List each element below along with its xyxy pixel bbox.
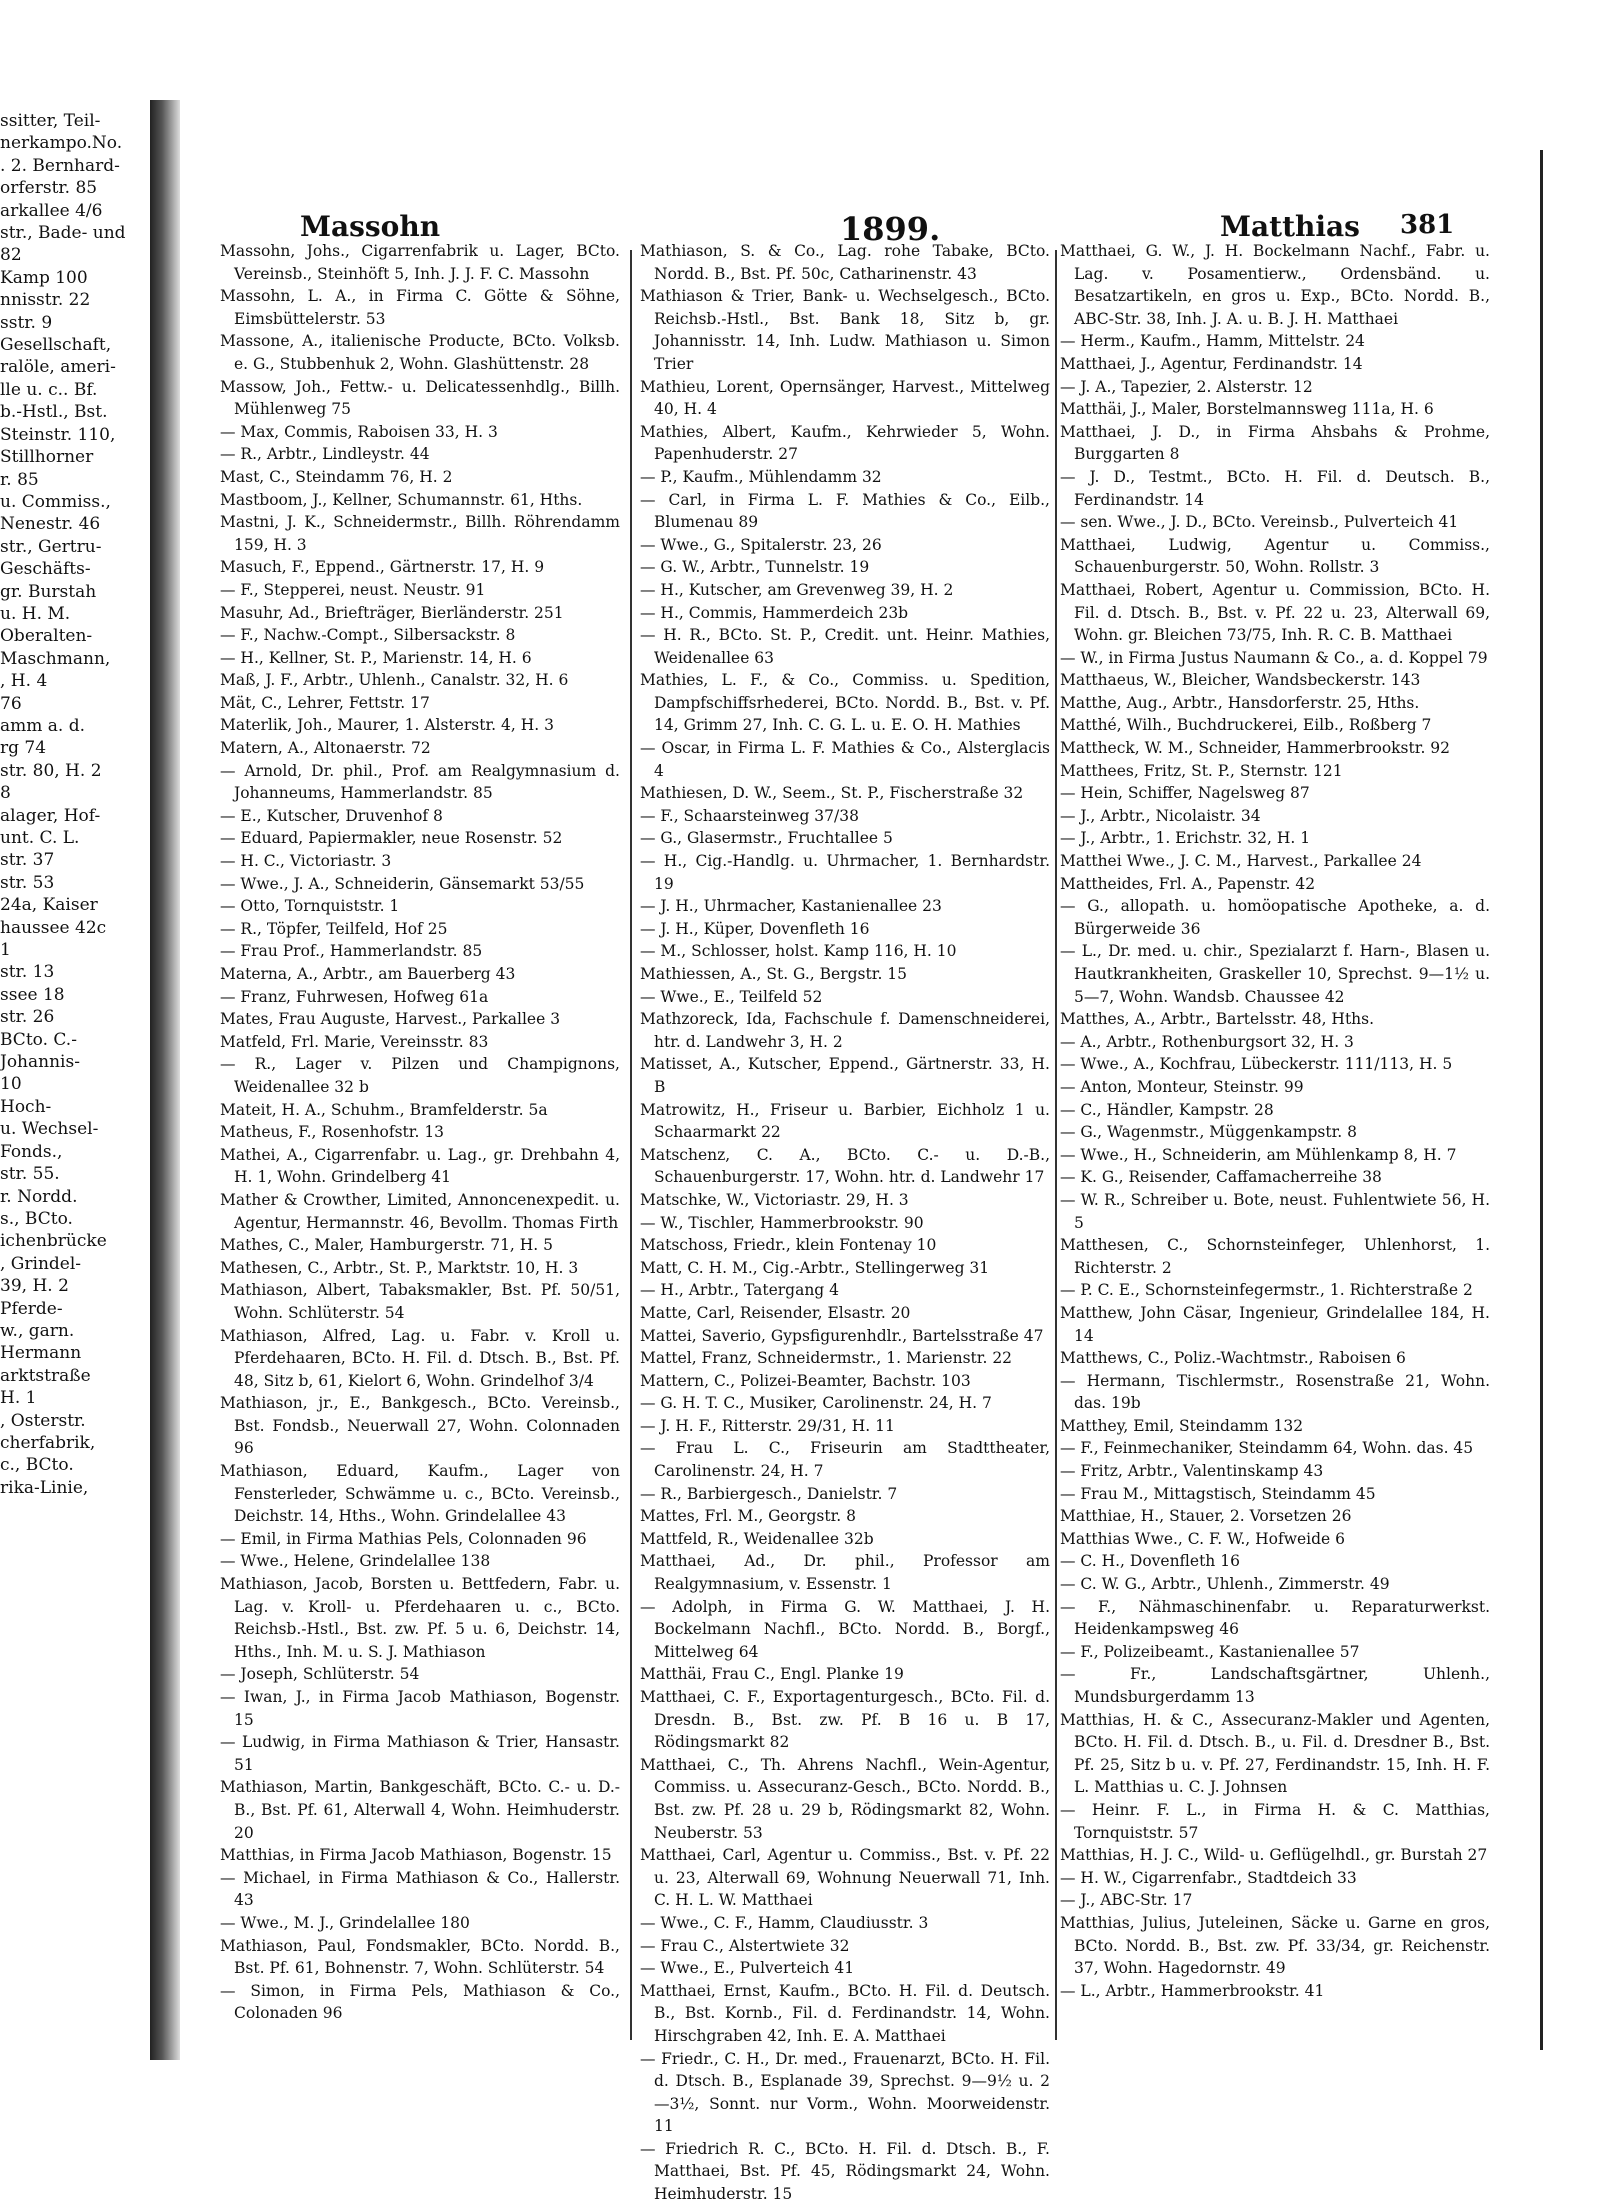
directory-entry: Matthias Wwe., C. F. W., Hofweide 6: [1060, 1529, 1346, 1548]
directory-entry: — Heinr. F. L., in Firma H. & C. Matthias, Tornquiststr. 57: [1060, 1800, 1490, 1842]
column-divider: [1055, 250, 1057, 2040]
directory-entry: Massone, A., italienische Producte, BCto. Volksb. e. G., Stubbenhuk 2, Wohn. Glashüttenstr. 28: [220, 332, 620, 373]
directory-entry: Mattern, C., Polizei-Beamter, Bachstr. 103: [640, 1371, 971, 1390]
facing-page-line: str. 55.: [0, 1164, 60, 1185]
directory-entry: — Otto, Tornquiststr. 1: [220, 897, 400, 916]
directory-entry: Matthews, C., Poliz.-Wachtmstr., Raboisen 6: [1060, 1349, 1406, 1368]
directory-entry: Matschenz, C. A., BCto. C.- u. D.-B., Schauenburgerstr. 17, Wohn. htr. d. Landwehr 17: [640, 1145, 1050, 1187]
directory-entry: Matthaei, J. D., in Firma Ahsbahs & Prohme, Burggarten 8: [1060, 422, 1490, 464]
directory-entry: Mastboom, J., Kellner, Schumannstr. 61, Hths.: [220, 490, 583, 509]
directory-entry: Matthaei, Ad., Dr. phil., Professor am Realgymnasium, v. Essenstr. 1: [640, 1552, 1050, 1594]
directory-column-3: [1060, 240, 1490, 2040]
directory-entry: Matthäi, Frau C., Engl. Planke 19: [640, 1665, 904, 1684]
directory-entry: — Frau C., Alstertwiete 32: [640, 1936, 850, 1955]
directory-entry: — Max, Commis, Raboisen 33, H. 3: [220, 422, 498, 441]
directory-entry: — Joseph, Schlüterstr. 54: [220, 1665, 420, 1684]
directory-entry: Matisset, A., Kutscher, Eppend., Gärtnerstr. 33, H. B: [640, 1055, 1050, 1096]
directory-entry: Matthes, A., Arbtr., Bartelsstr. 48, Hths.: [1060, 1010, 1375, 1029]
directory-entry: — Friedrich R. C., BCto. H. Fil. d. Dtsch. B., F. Matthaei, Bst. Pf. 45, Rödingsmarkt 24, Wohn. Heimhuderstr. 15: [640, 2139, 1050, 2204]
directory-entry: — P., Kaufm., Mühlendamm 32: [640, 467, 882, 486]
directory-entry: — W., in Firma Justus Naumann & Co., a. d. Koppel 79: [1060, 648, 1488, 667]
directory-entry: — Fritz, Arbtr., Valentinskamp 43: [1060, 1462, 1324, 1481]
directory-entry: — H., Kellner, St. P., Marienstr. 14, H. 6: [220, 648, 532, 667]
directory-column-2: [640, 240, 1050, 2204]
facing-page-line: , Osterstr.: [0, 1410, 86, 1431]
facing-page-line: c., BCto.: [0, 1455, 74, 1476]
directory-entry: — Eduard, Papiermakler, neue Rosenstr. 52: [220, 829, 563, 848]
facing-page-line: u. Wechsel-: [0, 1119, 99, 1140]
directory-entry: — H., Cig.-Handlg. u. Uhrmacher, 1. Bernhardstr. 19: [640, 852, 1050, 893]
directory-entry: Matthaei, J., Agentur, Ferdinandstr. 14: [1060, 354, 1363, 373]
facing-page-line: Steinstr. 110,: [0, 424, 116, 445]
facing-page-line: orferstr. 85: [0, 178, 98, 199]
facing-page-fragment: [0, 110, 150, 2060]
facing-page-line: 8: [0, 783, 11, 804]
directory-entry: — Michael, in Firma Mathiason & Co., Hallerstr. 43: [220, 1868, 620, 1910]
directory-entry: — F., Nachw.-Compt., Silbersackstr. 8: [220, 626, 516, 645]
directory-entry: — H. C., Victoriastr. 3: [220, 852, 392, 871]
facing-page-line: BCto. C.-: [0, 1029, 77, 1050]
directory-entry: — G., Wagenmstr., Müggenkampstr. 8: [1060, 1123, 1358, 1142]
directory-entry: Mathiason, Albert, Tabaksmakler, Bst. Pf. 50/51, Wohn. Schlüterstr. 54: [220, 1281, 620, 1322]
facing-page-line: unt. C. L.: [0, 828, 80, 848]
directory-entry: — Wwe., M. J., Grindelallee 180: [220, 1913, 470, 1932]
facing-page-line: cherfabrik,: [0, 1432, 96, 1453]
facing-page-line: Geschäfts-: [0, 559, 91, 580]
directory-entry: — sen. Wwe., J. D., BCto. Vereinsb., Pulverteich 41: [1060, 513, 1459, 532]
directory-entry: Mathiason, Paul, Fondsmakler, BCto. Nordd. B., Bst. Pf. 61, Bohnenstr. 7, Wohn. Schlüterstr. 54: [220, 1936, 620, 1978]
facing-page-line: 10: [0, 1074, 22, 1095]
directory-entry: — Wwe., E., Teilfeld 52: [640, 987, 823, 1006]
directory-entry: Matrowitz, H., Friseur u. Barbier, Eichholz 1 u. Schaarmarkt 22: [640, 1100, 1050, 1142]
directory-entry: Matthaei, Ludwig, Agentur u. Commiss., Schauenburgerstr. 50, Wohn. Rollstr. 3: [1060, 535, 1490, 577]
directory-entry: — J. A., Tapezier, 2. Alsterstr. 12: [1060, 377, 1313, 396]
facing-page-line: sstr. 9: [0, 312, 53, 333]
page-number: 381: [1400, 210, 1455, 240]
directory-entry: Mathiason, jr., E., Bankgesch., BCto. Vereinsb., Bst. Fondsb., Neuerwall 27, Wohn. Colonnaden 96: [220, 1394, 620, 1458]
directory-entry: Matthaei, G. W., J. H. Bockelmann Nachf., Fabr. u. Lag. v. Posamentierw., Ordensbänd. u. Besatzartikeln, en gros u. Exp., BCto. Nordd. B., ABC-Str. 38, Inh. J. A. u. B. J. H. Matthaei: [1060, 242, 1490, 328]
directory-entry: Mattei, Saverio, Gypsfigurenhdlr., Bartelsstraße 47: [640, 1326, 1044, 1345]
directory-entry: Matthew, John Cäsar, Ingenieur, Grindelallee 184, H. 14: [1060, 1303, 1490, 1345]
directory-entry: Massow, Joh., Fettw.- u. Delicatessenhdlg., Billh. Mühlenweg 75: [220, 377, 620, 419]
directory-entry: — G., allopath. u. homöopatische Apotheke, a. d. Bürgerweide 36: [1060, 897, 1490, 938]
directory-entry: — C. W. G., Arbtr., Uhlenh., Zimmerstr. 49: [1060, 1575, 1390, 1594]
facing-page-line: amm a. d.: [0, 715, 86, 736]
facing-page-line: str. 80, H. 2: [0, 760, 102, 781]
directory-entry: — Iwan, J., in Firma Jacob Mathiason, Bogenstr. 15: [220, 1688, 620, 1729]
directory-entry: Matthey, Emil, Steindamm 132: [1060, 1416, 1304, 1435]
directory-entry: — Wwe., G., Spitalerstr. 23, 26: [640, 535, 882, 554]
directory-entry: — J., Arbtr., Nicolaistr. 34: [1060, 806, 1261, 825]
directory-entry: Matthiae, H., Stauer, 2. Vorsetzen 26: [1060, 1507, 1352, 1526]
facing-page-line: Pferde-: [0, 1298, 63, 1319]
facing-page-line: H. 1: [0, 1388, 37, 1409]
facing-page-line: rika-Linie,: [0, 1477, 89, 1498]
directory-entry: — M., Schlosser, holst. Kamp 116, H. 10: [640, 942, 957, 961]
directory-entry: Mather & Crowther, Limited, Annoncenexpedit. u. Agentur, Hermannstr. 46, Bevollm. Thomas Firth: [220, 1190, 620, 1232]
directory-entry: Mattheck, W. M., Schneider, Hammerbrookstr. 92: [1060, 739, 1451, 758]
directory-entry: Mastni, J. K., Schneidermstr., Billh. Röhrendamm 159, H. 3: [220, 513, 620, 554]
facing-page-line: u. Commiss.,: [0, 491, 111, 512]
facing-page-line: , H. 4: [0, 671, 48, 692]
facing-page-line: haussee 42c: [0, 917, 107, 938]
directory-entry: — R., Töpfer, Teilfeld, Hof 25: [220, 919, 448, 938]
facing-page-line: Oberalten-: [0, 626, 93, 647]
year: 1899.: [840, 210, 941, 248]
directory-entry: — H. R., BCto. St. P., Credit. unt. Heinr. Mathies, Weidenallee 63: [640, 626, 1050, 667]
facing-page-line: Stillhorner: [0, 447, 94, 468]
facing-page-line: ralöle, ameri-: [0, 357, 116, 378]
facing-page-line: gr. Burstah: [0, 581, 97, 602]
directory-entry: — W. R., Schreiber u. Bote, neust. Fuhlentwiete 56, H. 5: [1060, 1190, 1490, 1232]
facing-page-line: Hoch-: [0, 1096, 52, 1117]
directory-entry: Matthei Wwe., J. C. M., Harvest., Parkallee 24: [1060, 852, 1422, 871]
facing-page-line: u. H. M.: [0, 603, 71, 624]
directory-entry: Matthäi, J., Maler, Borstelmannsweg 111a, H. 6: [1060, 400, 1434, 419]
directory-entry: Matschoss, Friedr., klein Fontenay 10: [640, 1236, 937, 1255]
directory-entry: — Hermann, Tischlermstr., Rosenstraße 21, Wohn. das. 19b: [1060, 1371, 1490, 1413]
directory-entry: Matthesen, C., Schornsteinfeger, Uhlenhorst, 1. Richterstr. 2: [1060, 1236, 1490, 1277]
directory-entry: — A., Arbtr., Rothenburgsort 32, H. 3: [1060, 1032, 1354, 1051]
facing-page-line: str. 26: [0, 1007, 55, 1028]
book-gutter-shadow: [150, 100, 180, 2060]
directory-entry: Matthé, Wilh., Buchdruckerei, Eilb., Roßberg 7: [1060, 716, 1432, 735]
facing-page-line: str., Bade- und: [0, 223, 126, 244]
directory-entry: — F., Stepperei, neust. Neustr. 91: [220, 580, 486, 599]
directory-entry: Maß, J. F., Arbtr., Uhlenh., Canalstr. 32, H. 6: [220, 671, 569, 690]
facing-page-line: r. Nordd.: [0, 1186, 78, 1207]
directory-entry: Mathesen, C., Arbtr., St. P., Marktstr. 10, H. 3: [220, 1258, 579, 1277]
directory-entry: Mattheides, Frl. A., Papenstr. 42: [1060, 874, 1316, 893]
directory-entry: — H. W., Cigarrenfabr., Stadtdeich 33: [1060, 1868, 1357, 1887]
facing-page-line: str. 53: [0, 872, 55, 893]
facing-page-line: , Grindel-: [0, 1253, 82, 1274]
right-catchword: Matthias: [1220, 210, 1360, 243]
directory-entry: Matthaeus, W., Bleicher, Wandsbeckerstr. 143: [1060, 671, 1421, 690]
directory-entry: — Ludwig, in Firma Mathiason & Trier, Hansastr. 51: [220, 1733, 620, 1774]
directory-entry: — J. H. F., Ritterstr. 29/31, H. 11: [640, 1416, 895, 1435]
directory-entry: Matt, C. H. M., Cig.-Arbtr., Stellingerweg 31: [640, 1258, 990, 1277]
directory-column-1: [220, 240, 620, 2040]
column-divider: [630, 250, 632, 2040]
facing-page-line: arktstraße: [0, 1365, 91, 1386]
facing-page-line: arkallee 4/6: [0, 200, 103, 221]
directory-entry: Matthias, H. & C., Assecuranz-Makler und Agenten, BCto. H. Fil. d. Dtsch. B., u. Fil. d. Dresdner B., Bst. Pf. 25, Sitz b u. v. Pf. 27, Ferdinandstr. 15, Inh. H. F. L. Matthias u. C. J. Johnsen: [1060, 1710, 1490, 1797]
directory-entry: — P. C. E., Schornsteinfegermstr., 1. Richterstraße 2: [1060, 1281, 1473, 1300]
directory-entry: — J. H., Küper, Dovenfleth 16: [640, 919, 870, 938]
directory-entry: — W., Tischler, Hammerbrookstr. 90: [640, 1213, 924, 1232]
directory-entry: — J., ABC-Str. 17: [1060, 1891, 1193, 1910]
directory-entry: Mathiason & Trier, Bank- u. Wechselgesch., BCto. Reichsb.-Hstl., Bst. Bank 18, Sitz b, gr. Johannisstr. 14, Inh. Ludw. Mathiason u. Simon Trier: [640, 287, 1050, 373]
directory-entry: Mathiason, S. & Co., Lag. rohe Tabake, BCto. Nordd. B., Bst. Pf. 50c, Catharinenstr. 43: [640, 242, 1050, 283]
directory-entry: Masuhr, Ad., Briefträger, Bierländerstr. 251: [220, 603, 564, 622]
directory-entry: — Franz, Fuhrwesen, Hofweg 61a: [220, 987, 489, 1006]
directory-entry: — G. W., Arbtr., Tunnelstr. 19: [640, 558, 870, 577]
facing-page-line: Kamp 100: [0, 267, 88, 288]
directory-entry: — Wwe., E., Pulverteich 41: [640, 1959, 855, 1978]
directory-entry: Matheus, F., Rosenhofstr. 13: [220, 1123, 445, 1142]
directory-entry: Matthaei, Carl, Agentur u. Commiss., Bst. v. Pf. 22 u. 23, Alterwall 69, Wohnung Neuerwall 71, Inh. C. H. L. W. Matthaei: [640, 1846, 1050, 1910]
directory-entry: — Emil, in Firma Mathias Pels, Colonnaden 96: [220, 1529, 587, 1548]
facing-page-line: s., BCto.: [0, 1208, 73, 1229]
directory-entry: Matthaei, Ernst, Kaufm., BCto. H. Fil. d. Deutsch. B., Bst. Kornb., Fil. d. Ferdinandstr. 14, Wohn. Hirschgraben 42, Inh. E. A. Matthaei: [640, 1981, 1050, 2045]
facing-page-line: Maschmann,: [0, 648, 111, 669]
directory-entry: — Arnold, Dr. phil., Prof. am Realgymnasium d. Johanneums, Hammerlandstr. 85: [220, 761, 620, 803]
directory-entry: — Wwe., A., Kochfrau, Lübeckerstr. 111/113, H. 5: [1060, 1055, 1453, 1074]
directory-entry: Matern, A., Altonaerstr. 72: [220, 739, 431, 758]
facing-page-line: w., garn.: [0, 1320, 75, 1341]
facing-page-line: ichenbrücke: [0, 1231, 107, 1252]
facing-page-line: alager, Hof-: [0, 805, 101, 826]
directory-entry: — C., Händler, Kampstr. 28: [1060, 1100, 1274, 1119]
directory-entry: Mast, C., Steindamm 76, H. 2: [220, 467, 453, 486]
directory-entry: — G. H. T. C., Musiker, Carolinenstr. 24, H. 7: [640, 1394, 992, 1413]
directory-entry: Mathiason, Eduard, Kaufm., Lager von Fensterleder, Schwämme u. c., BCto. Vereinsb., Deichstr. 14, Hths., Wohn. Grindelallee 43: [220, 1462, 620, 1526]
directory-entry: — L., Dr. med. u. chir., Spezialarzt f. Harn-, Blasen u. Hautkrankheiten, Graskeller 10, Sprechst. 9—1½ u. 5—7, Wohn. Wandsb. Chaussee 42: [1060, 942, 1490, 1006]
facing-page-line: 24a, Kaiser: [0, 895, 98, 916]
facing-page-line: Fonds.,: [0, 1141, 63, 1162]
directory-entry: — F., Polizeibeamt., Kastanienallee 57: [1060, 1642, 1360, 1661]
directory-entry: Mathiessen, A., St. G., Bergstr. 15: [640, 965, 908, 983]
directory-entry: — R., Barbiergesch., Danielstr. 7: [640, 1484, 898, 1503]
directory-entry: — J. H., Uhrmacher, Kastanienallee 23: [640, 897, 942, 916]
directory-entry: Matthaei, C., Th. Ahrens Nachfl., Wein-Agentur, Commiss. u. Assecuranz-Gesch., BCto. Nordd. B., Bst. zw. Pf. 28 u. 29 b, Rödingsmarkt 82, Wohn. Neuberstr. 53: [640, 1755, 1050, 1842]
directory-entry: — Fr., Landschaftsgärtner, Uhlenh., Mundsburgerdamm 13: [1060, 1665, 1490, 1706]
directory-entry: — F., Feinmechaniker, Steindamm 64, Wohn. das. 45: [1060, 1439, 1474, 1458]
directory-entry: Mathiason, Alfred, Lag. u. Fabr. v. Kroll u. Pferdehaaren, BCto. H. Fil. d. Dtsch. B., Bst. Pf. 48, Sitz b, 61, Kielort 6, Wohn. Grindelhof 3/4: [220, 1326, 620, 1390]
directory-entry: Masuch, F., Eppend., Gärtnerstr. 17, H. 9: [220, 558, 545, 577]
directory-entry: Massohn, L. A., in Firma C. Götte & Söhne, Eimsbüttelerstr. 53: [220, 287, 620, 328]
directory-entry: — F., Schaarsteinweg 37/38: [640, 806, 859, 825]
directory-entry: — C. H., Dovenfleth 16: [1060, 1552, 1240, 1571]
directory-entry: Mattfeld, R., Weidenallee 32b: [640, 1529, 874, 1548]
facing-page-line: ssitter, Teil-: [0, 111, 101, 131]
facing-page-line: lle u. c.. Bf.: [0, 379, 98, 400]
facing-page-line: 76: [0, 693, 22, 714]
directory-entry: Materna, A., Arbtr., am Bauerberg 43: [220, 965, 516, 983]
facing-page-line: str., Gertru-: [0, 536, 102, 557]
directory-page: [190, 150, 1543, 2204]
facing-page-line: Johannis-: [0, 1052, 80, 1073]
directory-entry: Mathiesen, D. W., Seem., St. P., Fischerstraße 32: [640, 784, 1024, 803]
directory-entry: — Frau L. C., Friseurin am Stadttheater, Carolinenstr. 24, H. 7: [640, 1439, 1050, 1481]
facing-page-line: 39, H. 2: [0, 1276, 69, 1297]
directory-entry: — Wwe., H., Schneiderin, am Mühlenkamp 8, H. 7: [1060, 1145, 1457, 1164]
facing-page-line: rg 74: [0, 738, 47, 759]
facing-page-line: Gesellschaft,: [0, 335, 112, 356]
directory-entry: — J. D., Testmt., BCto. H. Fil. d. Deutsch. B., Ferdinandstr. 14: [1060, 467, 1490, 509]
facing-page-line: . 2. Bernhard-: [0, 155, 120, 176]
directory-entry: Materlik, Joh., Maurer, 1. Alsterstr. 4, H. 3: [220, 716, 554, 735]
directory-entry: — R., Lager v. Pilzen und Champignons, Weidenallee 32 b: [220, 1055, 620, 1096]
facing-page-line: ssee 18: [0, 984, 65, 1005]
directory-entry: — K. G., Reisender, Caffamacherreihe 38: [1060, 1168, 1382, 1187]
facing-page-line: nnisstr. 22: [0, 290, 91, 311]
directory-entry: Mathei, A., Cigarrenfabr. u. Lag., gr. Drehbahn 4, H. 1, Wohn. Grindelberg 41: [220, 1145, 620, 1187]
directory-entry: — H., Kutscher, am Grevenweg 39, H. 2: [640, 580, 954, 599]
directory-entry: Matthees, Fritz, St. P., Sternstr. 121: [1060, 761, 1343, 780]
directory-entry: — Simon, in Firma Pels, Mathiason & Co., Colonaden 96: [220, 1981, 620, 2023]
directory-entry: — Frau M., Mittagstisch, Steindamm 45: [1060, 1484, 1376, 1503]
directory-entry: — Hein, Schiffer, Nagelsweg 87: [1060, 784, 1310, 803]
directory-entry: — Wwe., C. F., Hamm, Claudiusstr. 3: [640, 1913, 929, 1932]
directory-entry: Matschke, W., Victoriastr. 29, H. 3: [640, 1190, 909, 1209]
directory-entry: Mathiason, Martin, Bankgeschäft, BCto. C.- u. D.-B., Bst. Pf. 61, Alterwall 4, Wohn. Heimhuderstr. 20: [220, 1778, 620, 1842]
directory-entry: Mathes, C., Maler, Hamburgerstr. 71, H. 5: [220, 1236, 554, 1255]
directory-entry: — L., Arbtr., Hammerbrookstr. 41: [1060, 1981, 1325, 2000]
directory-entry: Matthaei, C. F., Exportagenturgesch., BCto. Fil. d. Dresdn. B., Bst. zw. Pf. B 16 u. B 17, Rödingsmarkt 82: [640, 1688, 1050, 1752]
directory-entry: Matthaei, Robert, Agentur u. Commission, BCto. H. Fil. d. Dtsch. B., Bst. v. Pf. 22 u. 23, Alterwall 69, Wohn. gr. Bleichen 73/75, Inh. R. C. B. Matthaei: [1060, 580, 1490, 645]
directory-entry: Matthias, in Firma Jacob Mathiason, Bogenstr. 15: [220, 1846, 612, 1865]
directory-entry: — Herm., Kaufm., Hamm, Mittelstr. 24: [1060, 332, 1365, 351]
directory-entry: — G., Glasermstr., Fruchtallee 5: [640, 829, 893, 848]
facing-page-line: Hermann: [0, 1343, 82, 1364]
directory-entry: — J., Arbtr., 1. Erichstr. 32, H. 1: [1060, 829, 1311, 848]
directory-entry: Matte, Carl, Reisender, Elsastr. 20: [640, 1303, 911, 1322]
directory-entry: Mattel, Franz, Schneidermstr., 1. Marienstr. 22: [640, 1349, 1013, 1368]
facing-page-line: 82: [0, 245, 22, 266]
directory-entry: — Wwe., Helene, Grindelallee 138: [220, 1552, 491, 1571]
directory-entry: Mateit, H. A., Schuhm., Bramfelderstr. 5a: [220, 1100, 548, 1119]
facing-page-line: Nenestr. 46: [0, 514, 101, 535]
directory-entry: Matthias, Julius, Juteleinen, Säcke u. Garne en gros, BCto. Nordd. B., Bst. zw. Pf. 33/34, gr. Reichenstr. 37, Wohn. Hagedornstr. 49: [1060, 1913, 1490, 1978]
directory-entry: Mät, C., Lehrer, Fettstr. 17: [220, 693, 430, 712]
directory-entry: — H., Commis, Hammerdeich 23b: [640, 603, 909, 622]
directory-entry: Mathzoreck, Ida, Fachschule f. Damenschneiderei, htr. d. Landwehr 3, H. 2: [640, 1010, 1050, 1051]
left-catchword: Massohn: [300, 210, 441, 243]
directory-entry: Matfeld, Frl. Marie, Vereinsstr. 83: [220, 1032, 489, 1051]
directory-entry: Mathieu, Lorent, Opernsänger, Harvest., Mittelweg 40, H. 4: [640, 377, 1050, 419]
directory-entry: Matthe, Aug., Arbtr., Hansdorferstr. 25, Hths.: [1060, 693, 1420, 712]
directory-entry: Matthias, H. J. C., Wild- u. Geflügelhdl., gr. Burstah 27: [1060, 1846, 1488, 1865]
directory-entry: Mathies, L. F., & Co., Commiss. u. Spedition, Dampfschiffsrhederei, BCto. Nordd. B., Bst. v. Pf. 14, Grimm 27, Inh. C. G. L. u. E. O. H. Mathies: [640, 671, 1050, 735]
directory-entry: — F., Nähmaschinenfabr. u. Reparaturwerkst. Heidenkampsweg 46: [1060, 1597, 1490, 1639]
facing-page-line: nerkampo.No.: [0, 133, 123, 154]
directory-entry: Mathies, Albert, Kaufm., Kehrwieder 5, Wohn. Papenhuderstr. 27: [640, 422, 1050, 464]
directory-entry: Mates, Frau Auguste, Harvest., Parkallee 3: [220, 1010, 561, 1029]
directory-entry: — Anton, Monteur, Steinstr. 99: [1060, 1077, 1304, 1096]
facing-page-line: 1: [0, 940, 11, 961]
facing-page-line: str. 13: [0, 962, 55, 983]
facing-page-line: b.-Hstl., Bst.: [0, 402, 108, 423]
directory-entry: Mattes, Frl. M., Georgstr. 8: [640, 1507, 857, 1526]
directory-entry: — Carl, in Firma L. F. Mathies & Co., Eilb., Blumenau 89: [640, 490, 1050, 532]
directory-entry: — Friedr., C. H., Dr. med., Frauenarzt, BCto. H. Fil. d. Dtsch. B., Esplanade 39, Sprechst. 9—9½ u. 2—3½, Sonnt. nur Vorm., Wohn. Moorweidenstr. 11: [640, 2049, 1050, 2136]
directory-entry: — R., Arbtr., Lindleystr. 44: [220, 445, 430, 464]
directory-entry: — Oscar, in Firma L. F. Mathies & Co., Alsterglacis 4: [640, 739, 1050, 780]
directory-entry: Massohn, Johs., Cigarrenfabrik u. Lager, BCto. Vereinsb., Steinhöft 5, Inh. J. J. F. C. Massohn: [220, 242, 620, 283]
directory-entry: — H., Arbtr., Tatergang 4: [640, 1281, 840, 1300]
directory-entry: — Wwe., J. A., Schneiderin, Gänsemarkt 53/55: [220, 874, 585, 893]
directory-entry: — Frau Prof., Hammerlandstr. 85: [220, 942, 483, 961]
facing-page-line: str. 37: [0, 850, 55, 871]
directory-entry: — E., Kutscher, Druvenhof 8: [220, 806, 443, 825]
directory-entry: — Adolph, in Firma G. W. Matthaei, J. H. Bockelmann Nachfl., BCto. Nordd. B., Borgf., Mittelweg 64: [640, 1597, 1050, 1661]
facing-page-line: r. 85: [0, 469, 39, 490]
directory-entry: Mathiason, Jacob, Borsten u. Bettfedern, Fabr. u. Lag. v. Kroll- u. Pferdehaaren u. c., BCto. Reichsb.-Hstl., Bst. zw. Pf. 5 u. 6, Deichstr. 14, Hths., Inh. M. u. S. J. Mathiason: [220, 1575, 620, 1661]
